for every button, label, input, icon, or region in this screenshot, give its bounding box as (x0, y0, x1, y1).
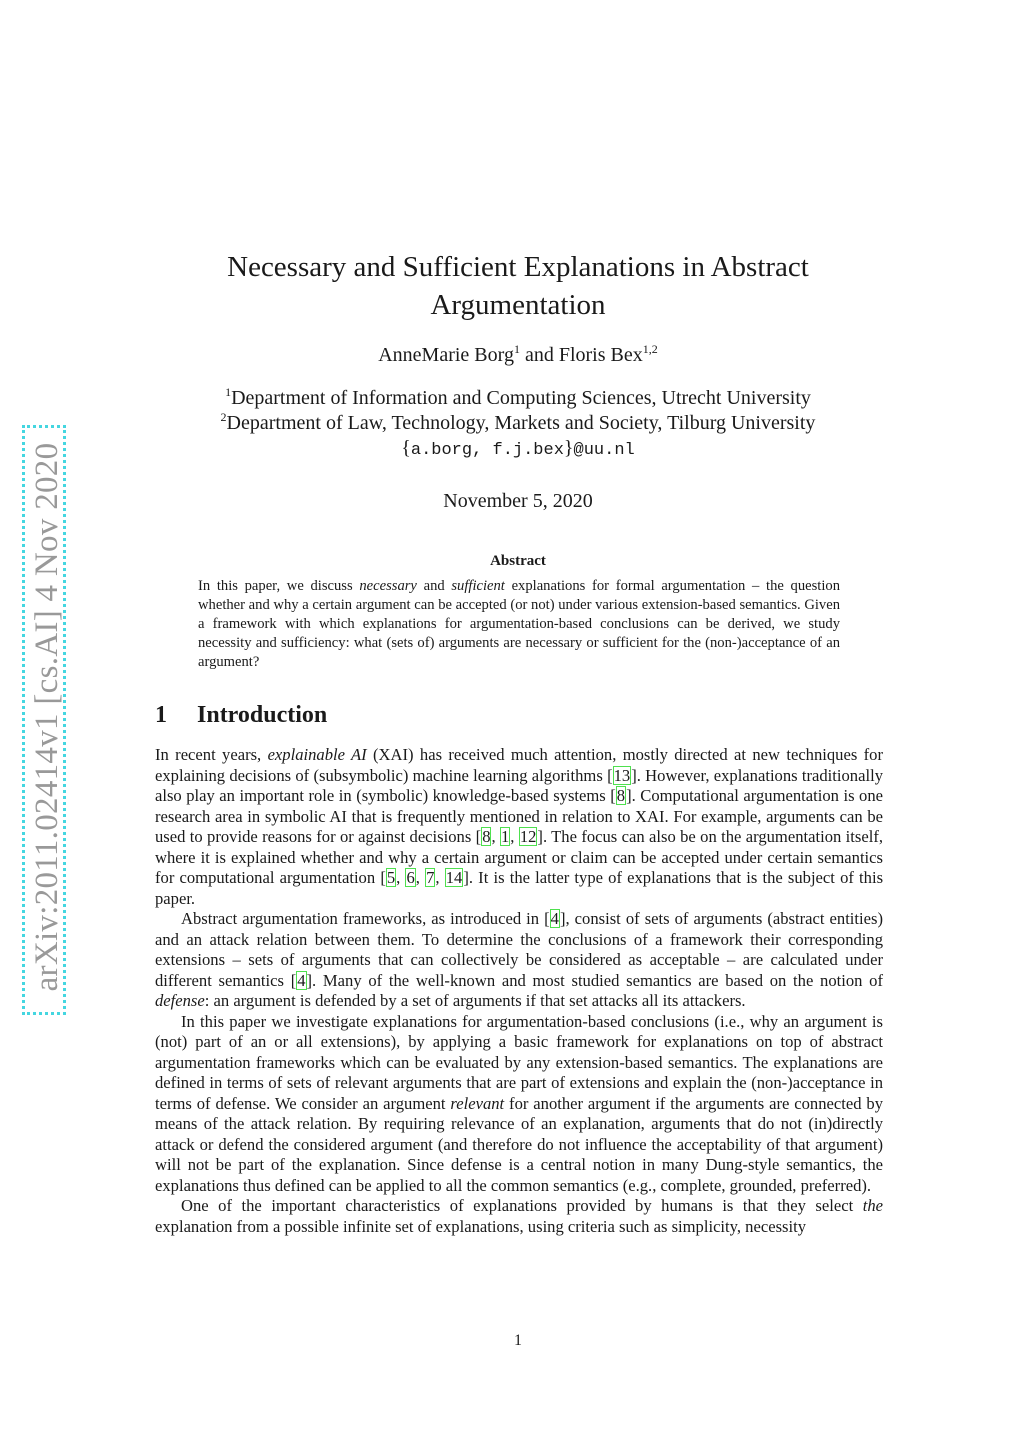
affiliation-marker: 2 (220, 410, 227, 424)
citation-link[interactable]: 6 (406, 868, 415, 887)
abstract-heading: Abstract (490, 553, 546, 569)
citation-link[interactable]: 4 (297, 970, 306, 990)
affiliation-1 (150, 386, 886, 411)
citation-link[interactable]: 8 (482, 827, 491, 846)
citation-link[interactable]: 8 (616, 786, 626, 805)
text-run: . However, explanations traditionally also play an important role in (symbolic) knowledge-based systems (155, 765, 883, 805)
section-number: 1 (155, 702, 167, 728)
text-run: Abstract argumentation frameworks, as introduced in (181, 909, 545, 928)
text-run: One of the important characteristics of explanations provided by humans is that they select (181, 1196, 863, 1215)
author-line (150, 342, 886, 368)
emphasis: explainable AI (267, 745, 367, 764)
text-run: explanation from a possible infinite set of explanations, using criteria such as simplicity, necessity (155, 1216, 806, 1236)
affiliation-2 (150, 411, 886, 436)
author-affiliation-marker: 1 (513, 342, 520, 356)
email-domain: @uu.nl (573, 441, 635, 460)
text-run: (XAI) has received much attention, mostly directed at new techniques for explaining decisions of (subsymbolic) machine learning algorithms (155, 745, 883, 785)
text-run: , consist of sets of arguments (abstract entities) and an attack relation between them. To determine the conclusions of a framework their corresponding extensions – sets of arguments that can collectively be considered as acceptable – are calculated under different semantics (155, 909, 883, 990)
paragraph-2: Abstract argumentation frameworks, as introduced in [4], consist of sets of arguments (abstract entities) and an attack relation between them. To determine the conclusions of a framework their corresponding extensions – sets of arguments that can collectively be considered as acceptable – are calculated under different semantics [4]. Many of the well-known and most studied semantics are based on the notion of defense: an argument is defended by a set of arguments if that set attacks all its attackers. (155, 909, 883, 1010)
text-run: . Computational argumentation is one research area in symbolic AI that is frequently mentioned in relation to XAI. For example, arguments can be used to provide reasons for or against decisions (155, 786, 883, 846)
paper-title: Necessary and Sufficient Explanations in Abstract Argumentation (227, 251, 809, 321)
emphasis: relevant (450, 1093, 505, 1113)
introduction-body (155, 745, 883, 1237)
text-run: for another argument if the arguments are connected by means of the attack relation. By requiring relevance of an explanation, arguments that do not (in)directly attack or defend the considered argument (and therefore do not influence the acceptability of that argument) will not be part of the explanation. Since defense is a central notion in many Dung-style semantics, the explanations thus defined can be applied to all the common semantics (e.g., complete, grounded, preferred). (155, 1093, 883, 1195)
section-title: Introduction (197, 702, 328, 728)
author-emails (150, 436, 886, 463)
email-names: a.borg, f.j.bex (410, 441, 564, 460)
citation-link[interactable]: 1 (501, 827, 510, 846)
abstract-emphasis: necessary (359, 578, 417, 594)
text-run: In this paper we investigate explanations for argumentation-based conclusions (i.e., why an argument is (not) part of an or all extensions), by applying a basic framework for explanations on top of abstract argumentation frameworks which can be evaluated by any extension-based semantics. The explanations are defined in terms of sets of relevant arguments that are part of extensions and explain the (non-)acceptance in terms of defense. We consider an argument (155, 1011, 883, 1113)
affiliation-text: Department of Information and Computing Sciences, Utrecht University (231, 387, 811, 409)
text-run: In recent years, (155, 745, 268, 764)
email-brace-close: } (563, 437, 574, 459)
text-run: . It is the latter type of explanations that is the subject of this paper. (155, 868, 884, 908)
affiliation-marker: 1 (225, 385, 232, 399)
arxiv-stamp[interactable] (22, 425, 66, 1015)
abstract-text (198, 577, 840, 672)
citation-link[interactable]: 5 (386, 868, 396, 887)
arxiv-identifier[interactable]: arXiv:2011.02414v1 [cs.AI] 4 Nov 2020 (29, 442, 65, 992)
citation-link[interactable]: 13 (613, 765, 631, 785)
emphasis: defense (155, 991, 205, 1010)
paragraph-4 (155, 1196, 883, 1237)
text-run: . Many of the well-known and most studied semantics are based on the notion of (312, 970, 883, 990)
emphasis: the (862, 1196, 883, 1215)
text-run: . The focus can also be on the argumentation itself, where it is explained whether and why a certain argument or claim can be accepted under certain semantics for computational argumentation (155, 827, 883, 887)
citation-link[interactable]: 7 (426, 868, 435, 887)
paragraph-3 (155, 1012, 883, 1197)
abstract-run: and (416, 578, 452, 594)
abstract-run: In this paper, we discuss (198, 578, 360, 594)
author-conjunction: and (519, 344, 559, 366)
author-name: Floris Bex (558, 344, 643, 366)
paragraph-1: In recent years, explainable AI (XAI) has received much attention, mostly directed at new techniques for explaining decisions of (subsymbolic) machine learning algorithms [13]. However, explanations traditionally also play an important role in (symbolic) knowledge-based systems [8]. Computational argumentation is one research area in symbolic AI that is frequently mentioned in relation to XAI. For example, arguments can be used to provide reasons for or against decisions [8, 1, 12]. The focus can also be on the argumentation itself, where it is explained whether and why a certain argument or claim can be accepted under certain semantics for computational argumentation [5, 6, 7, 14]. It is the latter type of explanations that is the subject of this paper. (155, 745, 884, 908)
affiliation-text: Department of Law, Technology, Markets and Society, Tilburg University (226, 412, 816, 434)
email-brace-open: { (401, 437, 411, 459)
citation-link[interactable]: 4 (550, 909, 559, 928)
page-number: 1 (514, 1332, 522, 1349)
publication-date: November 5, 2020 (443, 490, 593, 512)
abstract-emphasis: sufficient (451, 578, 505, 594)
abstract-run: explanations for formal argumentation – the question whether and why a certain argument can be accepted (or not) under various extension-based semantics. Given a framework with which explanations for argumentation-based conclusions can be derived, we study necessity and sufficiency: what (sets of) arguments are necessary or sufficient for the (non-)acceptance of an argument? (198, 578, 840, 670)
section-heading-introduction (155, 700, 327, 730)
author-affiliation-marker: 1,2 (642, 342, 658, 356)
citation-link[interactable]: 12 (519, 827, 537, 846)
citation-link[interactable]: 14 (445, 868, 463, 887)
author-name: AnneMarie Borg (378, 344, 514, 366)
text-run: : an argument is defended by a set of arguments if that set attacks all its attackers. (204, 991, 746, 1010)
